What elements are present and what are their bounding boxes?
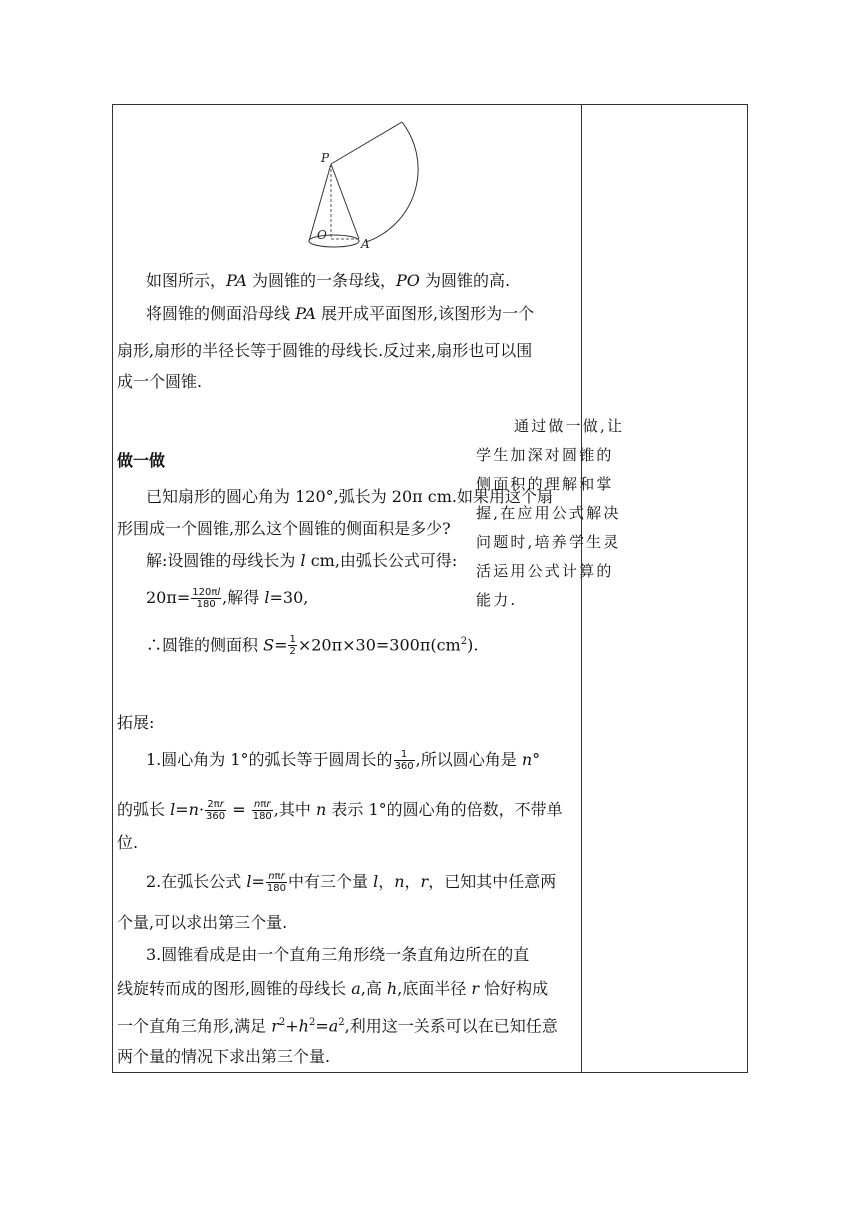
paragraph-unfold-line2: 扇形,扇形的半径长等于圆锥的母线长.反过来,扇形也可以围 — [117, 341, 533, 360]
label-p: P — [321, 151, 330, 165]
fraction-npir-over-180: $\frac{\text{nπr}}{180}$ — [252, 799, 272, 822]
paragraph-unfold-line1: 将圆锥的侧面沿母线 PA 展开成平面图形,该图形为一个 — [146, 304, 535, 323]
label-a: A — [361, 237, 370, 250]
extension-title: 拓展: — [117, 713, 155, 732]
fraction-npir-over-180-b: $\frac{\text{nπr}}{180}$ — [266, 871, 286, 894]
solution-area: ∴圆锥的侧面积 S= $\frac{1}{2}$ $\times 20\pi\times 30=300\pi(cm^2)$. — [146, 634, 479, 658]
label-o: O — [317, 228, 327, 242]
extension-3-line1: 3.圆锥看成是由一个直角三角形绕一条直角边所在的直 — [146, 945, 530, 964]
problem-line1: 已知扇形的圆心角为 120°,弧长为 20π cm.如果用这个扇 — [146, 487, 553, 506]
paragraph-unfold-line3: 成一个圆锥. — [117, 372, 203, 391]
extension-2-line2: 个量,可以求出第三个量. — [117, 913, 288, 932]
solution-equation: 20π= $\frac{120\pi l}{180}$ ,解得 l=30, — [146, 587, 309, 610]
extension-1-line2: 的弧长 l=n· $\frac{2\pi r}{360}$ = $\frac{\text{nπr}}{180}$ ,其中 n 表示 1°的圆心角的倍数，不带单 — [117, 799, 563, 822]
section-title: 做一做 — [117, 451, 166, 470]
cone-sector-diagram — [303, 115, 443, 250]
problem-line2: 形围成一个圆锥,那么这个圆锥的侧面积是多少? — [117, 519, 451, 538]
teaching-note: 通过做一做,让学生加深对圆锥的侧面积的理解和掌握,在应用公式解决问题时,培养学生灵活运用公式计算的能力. — [476, 417, 625, 609]
solution-line1: 解:设圆锥的母线长为 l cm,由弧长公式可得: — [146, 551, 458, 570]
extension-1-line3: 位. — [117, 833, 139, 852]
extension-3-line2: 线旋转而成的图形,圆锥的母线长 a,高 h,底面半径 r 恰好构成 — [117, 979, 549, 998]
fraction-2pir-over-360: $\frac{2\pi r}{360}$ — [206, 799, 226, 822]
extension-3-line4: 两个量的情况下求出第三个量. — [117, 1047, 331, 1066]
extension-1-line1: 1.圆心角为 1°的弧长等于圆周长的 $\frac{1}{360}$ ,所以圆心角是 n° — [146, 749, 541, 772]
lesson-table — [112, 104, 748, 1073]
extension-2-line1: 2.在弧长公式 l= $\frac{\text{nπr}}{180}$ 中有三个量 l，n，r，已知其中任意两 — [146, 871, 557, 894]
paragraph-intro: 如图所示，PA 为圆锥的一条母线，PO 为圆锥的高. — [146, 271, 511, 290]
fraction-120pil-over-180: $\frac{120\pi l}{180}$ — [192, 587, 221, 610]
extension-3-line3: 一个直角三角形,满足 $r^2+h^2=a^2$,利用这一关系可以在已知任意 — [117, 1016, 558, 1036]
fraction-1-over-360: $\frac{1}{360}$ — [394, 749, 414, 772]
fraction-half: $\frac{1}{2}$ — [289, 634, 296, 658]
